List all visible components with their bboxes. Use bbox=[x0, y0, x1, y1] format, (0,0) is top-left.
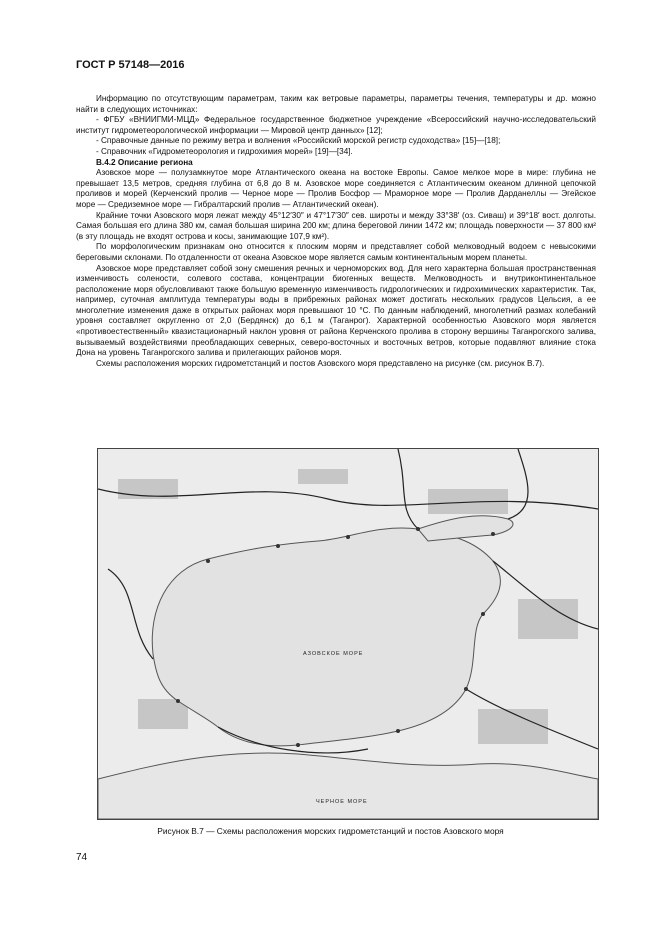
figure-caption: Рисунок В.7 — Схемы расположения морских гидрометстанций и постов Азовского моря bbox=[157, 826, 504, 836]
list-item-source-1: - ФГБУ «ВНИИГМИ-МЦД» Федеральное государственное бюджетное учреждение «Всероссийский научно-исследовательский институт гидрометеорологической информации — Мировой центр данных» [12]; bbox=[76, 115, 596, 135]
paragraph-morphology: По морфологическим признакам оно относится к плоским морям и представляет собой мелководный водоем с невысокими береговыми склонами. По отдаленности от океана Азовское море является самым континентальным морем планеты. bbox=[76, 242, 596, 262]
paragraph-hydrology: Азовское море представляет собой зону смешения речных и черноморских вод. Для него характерна большая пространственная изменчивость солености, солевого состава, концентрации биогенных веществ. Мелководность и внутриконтинентальное расположение моря обусловливают также большую временную изменчивость гидрологических и гидрохимических характеристик. Так, например, суточная амплитуда температуры воды в прибрежных районах может достигать нескольких градусов Цельсия, а ее многолетние изменения даже в открытых районах моря превышают 10 °С. По данным наблюдений, многолетний размах колебаний уровня составляет округленно от 2,0 (Бердянск) до 6,1 м (Таганрог). Характерной особенностью Азовского моря является «противоестественный» квазистационарный наклон уровня от района Керченского пролива в сторону вершины Таганрогского залива, вызываемый воздействиями преобладающих северных, северо-восточных и восточных ветров, которые подавляют влияние стока Дона на уровень Таганрогского залива и прилегающих районов моря. bbox=[76, 263, 596, 358]
paragraph-figure-reference: Схемы расположения морских гидрометстанций и постов Азовского моря представлено на рисунке (см. рисунок В.7). bbox=[96, 358, 545, 368]
black-sea-label: ЧЕРНОЕ МОРЕ bbox=[316, 799, 368, 805]
paragraph-extreme-points: Крайние точки Азовского моря лежат между 45°12′30″ и 47°17′30″ сев. широты и между 33°38′ (оз. Сиваш) и 39°18′ вост. долготы. Самая большая его длина 380 км, самая большая ширина 200 км; длина береговой линии 1472 км; площадь поверхности — 37 800 км² (в эту площадь не входят острова и косы, занимающие 107,9 км²). bbox=[76, 210, 596, 241]
list-item-source-2: - Справочные данные по режиму ветра и волнения «Российский морской регистр судоходства» [15]—[18]; bbox=[96, 136, 501, 146]
page-number: 74 bbox=[76, 852, 88, 863]
paragraph-sources-intro: Информацию по отсутствующим параметрам, таким как ветровые параметры, параметры течения, температуры и др. можно найти в следующих источниках: bbox=[76, 94, 596, 114]
sea-label: АЗОВСКОЕ МОРЕ bbox=[303, 651, 364, 657]
section-heading: В.4.2 Описание региона bbox=[96, 157, 193, 167]
azov-sea-map bbox=[97, 448, 599, 820]
list-item-source-3: - Справочник «Гидрометеорология и гидрохимия морей» [19]—[34]. bbox=[96, 146, 353, 156]
standard-header: ГОСТ Р 57148—2016 bbox=[76, 59, 185, 71]
map-graphic bbox=[98, 449, 598, 819]
paragraph-region-description: Азовское море — полузамкнутое море Атлантического океана на востоке Европы. Самое мелкое море в мире: глубина не превышает 13,5 метров, средняя глубина от 6,8 до 8 м. Азовское море соединяется с Атлантическим океаном длинной цепочкой проливов и морей (Керченский пролив — Черное море — Пролив Босфор — Мраморное море — Пролив Дарданеллы — Эгейское море — Средиземное море — Гибралтарский пролив — Атлантический океан). bbox=[76, 168, 596, 209]
body-text-block bbox=[76, 94, 596, 369]
